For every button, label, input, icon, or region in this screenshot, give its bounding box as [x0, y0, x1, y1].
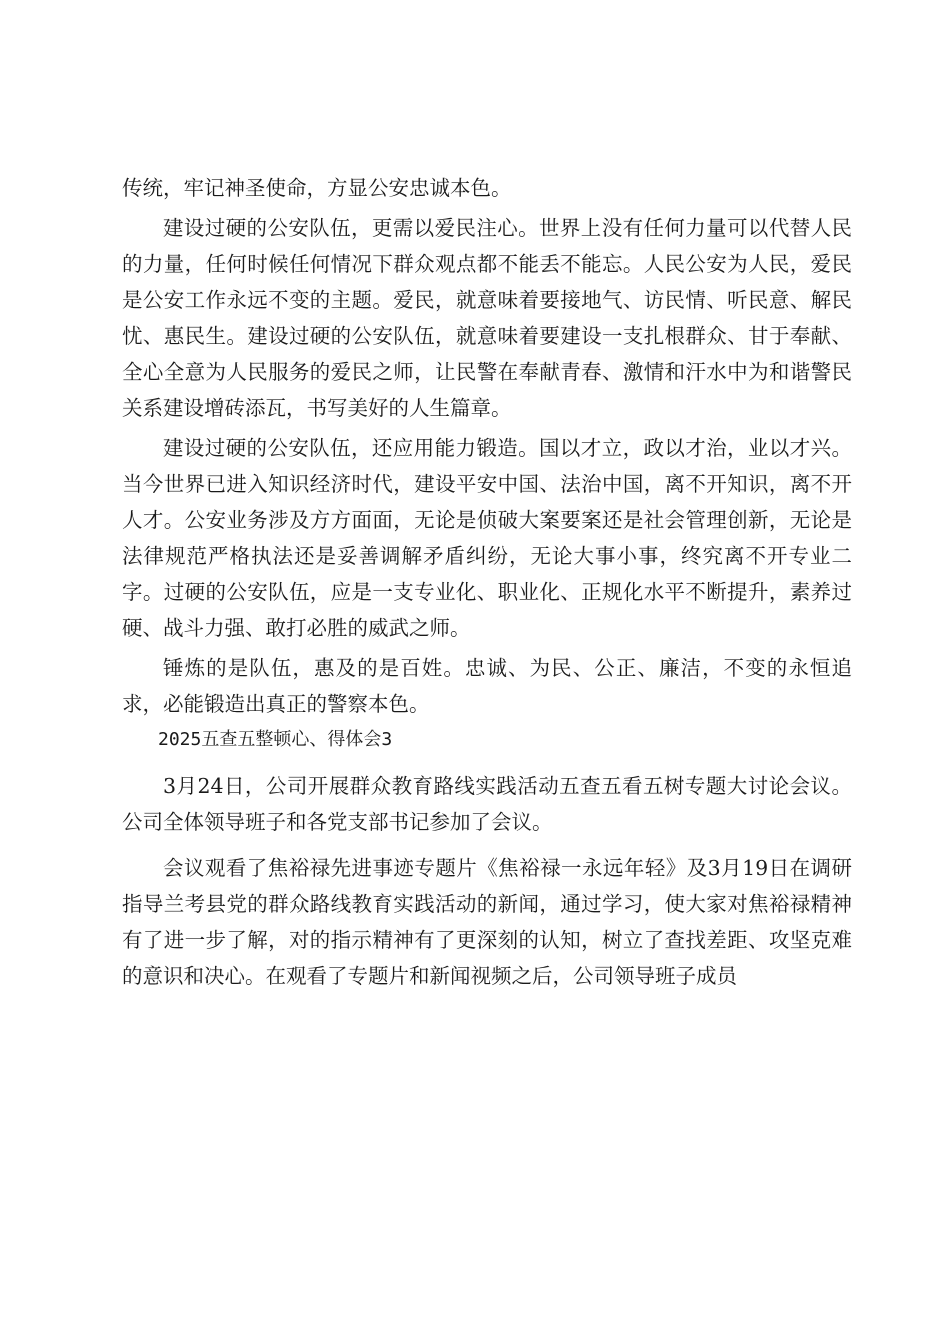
paragraph-love-people: 建设过硬的公安队伍，更需以爱民注心。世界上没有任何力量可以代替人民的力量，任何时候任何情况下群众观点都不能丢不能忘。人民公安为人民，爱民是公安工作永远不变的主题。爱民，就意味着要接地气、访民情、听民意、解民忧、惠民生。建设过硬的公安队伍，就意味着要建设一支扎根群众、甘于奉献、全心全意为人民服务的爱民之师，让民警在奉献青春、激情和汗水中为和谐警民关系建设增砖添瓦，书写美好的人生篇章。 — [122, 216, 852, 420]
paragraph-meeting: 3月24日，公司开展群众教育路线实践活动五查五看五树专题大讨论会议。公司全体领导班子和各党支部书记参加了会议。 — [122, 774, 852, 834]
section-heading: 2025五查五整顿心、得体会3 — [158, 729, 393, 750]
paragraph-conclusion: 锤炼的是队伍，惠及的是百姓。忠诚、为民、公正、廉洁，不变的永恒追求，必能锻造出真正的警察本色。 — [122, 656, 852, 716]
paragraph-video: 会议观看了焦裕禄先进事迹专题片《焦裕禄一永远年轻》及3月19日在调研指导兰考县党的群众路线教育实践活动的新闻，通过学习，使大家对焦裕禄精神有了进一步了解，对的指示精神有了更深刻的认知，树立了查找差距、攻坚克难的意识和决心。在观看了专题片和新闻视频之后，公司领导班子成员 — [122, 856, 852, 988]
paragraph-continuation: 传统，牢记神圣使命，方显公安忠诚本色。 — [122, 176, 512, 200]
paragraph-ability: 建设过硬的公安队伍，还应用能力锻造。国以才立，政以才治，业以才兴。当今世界已进入知识经济时代，建设平安中国、法治中国，离不开知识，离不开人才。公安业务涉及方方面面，无论是侦破大案要案还是社会管理创新，无论是法律规范严格执法还是妥善调解矛盾纠纷，无论大事小事，终究离不开专业二字。过硬的公安队伍，应是一支专业化、职业化、正规化水平不断提升，素养过硬、战斗力强、敢打必胜的威武之师。 — [122, 436, 852, 640]
document-body — [122, 170, 852, 994]
